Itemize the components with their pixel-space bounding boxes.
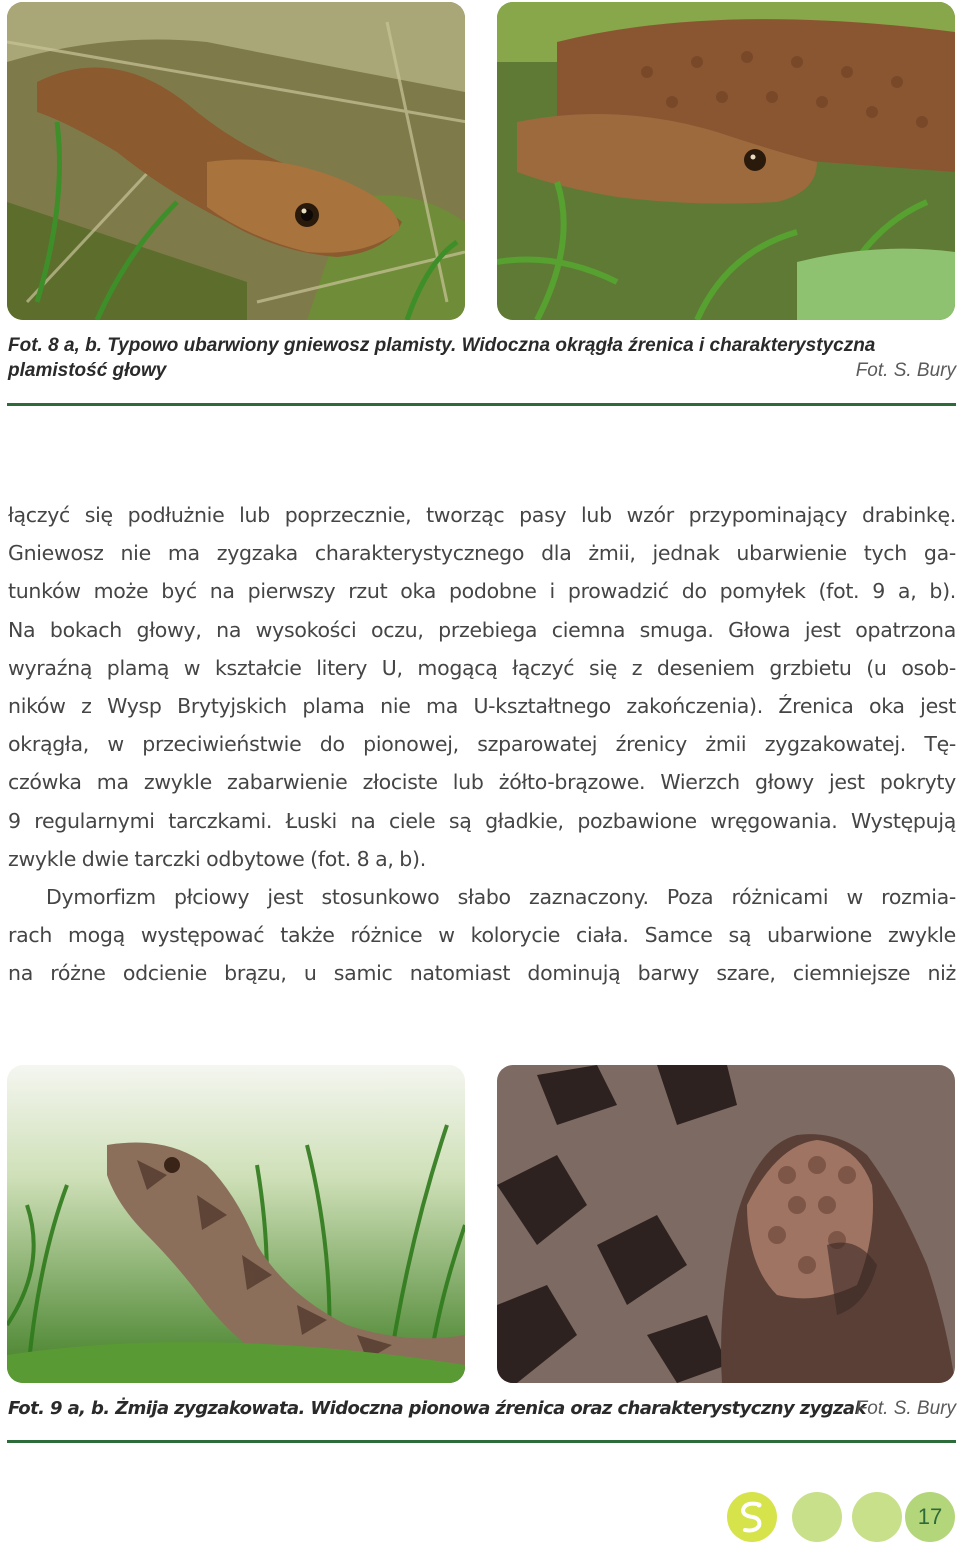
- body-line: zwykle dwie tarczki odbytowe (fot. 8 a, b).: [8, 846, 426, 871]
- caption-9-text: Żmija zygzakowata. Widoczna pionowa źrenica oraz charakterystyczny zygzak: [115, 1398, 866, 1419]
- body-line: Na bokach głowy, na wysokości oczu, przebiega ciemna smuga. Głowa jest opatrzona: [8, 617, 956, 642]
- caption-8-line-2: plamistość głowy: [8, 360, 167, 381]
- divider-rule-bottom: [7, 1440, 956, 1443]
- photo-9a-adder: [7, 1065, 465, 1383]
- decorative-dot: [792, 1492, 842, 1542]
- caption-9-credit: Fot. S. Bury: [855, 1398, 956, 1419]
- divider-rule-top: [7, 403, 956, 406]
- photo-9a-image: [7, 1065, 465, 1383]
- body-text: [8, 496, 956, 993]
- body-line: łączyć się podłużnie lub poprzecznie, tworząc pasy lub wzór przypominający drabinkę.: [8, 503, 956, 527]
- photo-9b-image: [497, 1065, 955, 1383]
- caption-8-credit: Fot. S. Bury: [855, 360, 956, 381]
- decorative-dot: [852, 1492, 902, 1542]
- body-line: 9 regularnymi tarczkami. Łuski na ciele są gładkie, pozbawione wręgowania. Występują: [8, 808, 956, 833]
- body-line: na różne odcienie brązu, u samic natomiast dominują barwy szare, ciemniejsze niż: [8, 961, 956, 986]
- body-line: Gniewosz nie ma zygzaka charakterystycznego dla żmii, jednak ubarwienie tych ga-: [8, 541, 956, 566]
- body-line: tunków może być na pierwszy rzut oka podobne i prowadzić do pomyłek (fot. 9 a, b).: [8, 579, 956, 604]
- caption-8-line-1: [8, 333, 956, 358]
- photo-8b-image: [497, 2, 955, 320]
- caption-9-line: [8, 1398, 866, 1419]
- caption-9-label: Fot. 9 a, b.: [8, 1398, 110, 1419]
- page-number: 17: [905, 1492, 955, 1542]
- body-line: Dymorfizm płciowy jest stosunkowo słabo zaznaczony. Poza różnicami w rozmia-: [46, 885, 956, 910]
- body-line: czówka ma zwykle zabarwienie złociste lub żółto-brązowe. Wierzch głowy jest pokryty: [8, 770, 956, 795]
- body-line: rach mogą występować także różnice w kolorycie ciała. Samce są ubarwione zwykle: [8, 923, 956, 948]
- caption-8-text-1: Typowo ubarwiony gniewosz plamisty. Widoczna okrągła źrenica i charakterystyczna: [107, 335, 876, 356]
- caption-8-label: Fot. 8 a, b.: [8, 335, 102, 356]
- photo-8b-smooth-snake: [497, 2, 955, 320]
- snake-logo-icon-svg: [727, 1492, 777, 1542]
- photo-caption-8: [8, 333, 956, 383]
- body-line: okrągła, w przeciwieństwie do pionowej, szparowatej źrenicy żmii zygzakowatej. Tę-: [8, 732, 956, 757]
- body-line: wyraźną plamą w kształcie litery U, mogącą łączyć się z deseniem grzbietu (u osob-: [8, 655, 956, 680]
- photo-8a-image: [7, 2, 465, 320]
- body-line: ników z Wysp Brytyjskich plama nie ma U-kształtnego zakończenia). Źrenica oka jest: [8, 694, 956, 719]
- snake-logo-icon: [727, 1492, 777, 1542]
- photo-caption-9: [8, 1396, 956, 1421]
- photo-8a-smooth-snake: [7, 2, 465, 320]
- photo-9b-adder: [497, 1065, 955, 1383]
